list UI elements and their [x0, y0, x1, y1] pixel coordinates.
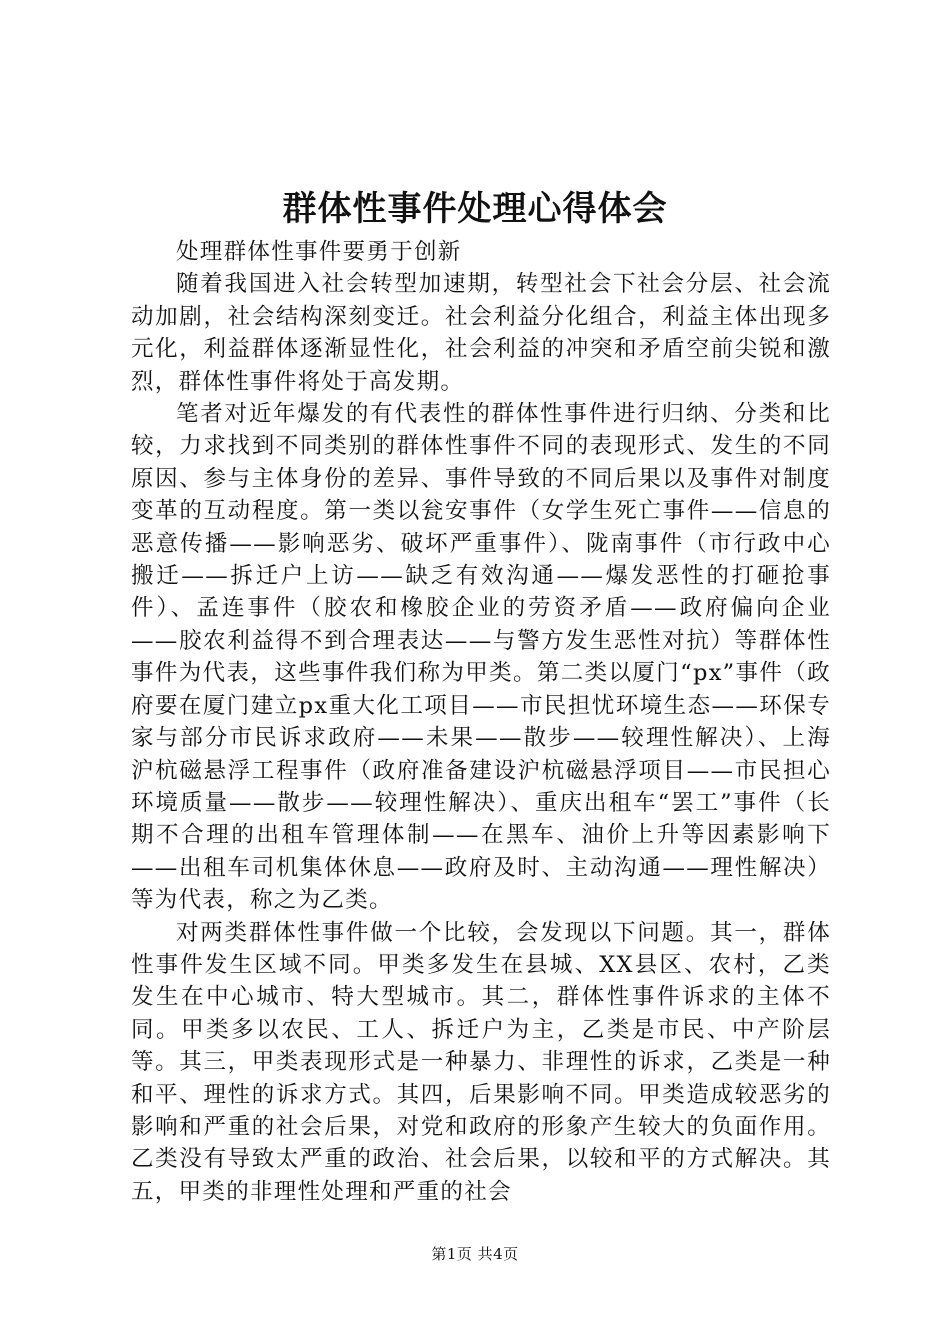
- paragraph-subtitle: 处理群体性事件要勇于创新: [176, 239, 462, 265]
- paragraph: 对两类群体性事件做一个比较，会发现以下问题。其一，群体性事件发生区域不同。甲类多发生在县城、XX县区、农村，乙类发生在中心城市、特大型城市。其二，群体性事件诉求的主体不同。甲类多以农民、工人、拆迁户为主，乙类是市民、中产阶层等。其三，甲类表现形式是一种暴力、非理性的诉求，乙类是一种和平、理性的诉求方式。其四，后果影响不同。甲类造成较恶劣的影响和严重的社会后果，对党和政府的形象产生较大的负面作用。乙类没有导致太严重的政治、社会后果，以较和平的方式解决。其五，甲类的非理性处理和严重的社会: [131, 919, 831, 1205]
- page-number: 第1页 共4页: [431, 1245, 519, 1263]
- paragraph: 随着我国进入社会转型加速期，转型社会下社会分层、社会流动加剧，社会结构深刻变迁。社会利益分化组合，利益主体出现多元化，利益群体逐渐显性化，社会利益的冲突和矛盾空前尖锐和激烈，群体性事件将处于高发期。: [131, 271, 831, 395]
- page-footer: [0, 1243, 950, 1265]
- document-title: 群体性事件处理心得体会: [282, 189, 668, 229]
- paragraph: 笔者对近年爆发的有代表性的群体性事件进行归纳、分类和比较，力求找到不同类别的群体性事件不同的表现形式、发生的不同原因、参与主体身份的差异、事件导致的不同后果以及事件对制度变革的互动程度。第一类以瓮安事件（女学生死亡事件——信息的恶意传播——影响恶劣、破坏严重事件）、陇南事件（市行政中心搬迁——拆迁户上访——缺乏有效沟通——爆发恶性的打砸抢事件）、孟连事件（胶农和橡胶企业的劳资矛盾——政府偏向企业——胶农利益得不到合理表达——与警方发生恶性对抗）等群体性事件为代表，这些事件我们称为甲类。第二类以厦门“px”事件（政府要在厦门建立px重大化工项目——市民担忧环境生态——环保专家与部分市民诉求政府——未果——散步——较理性解决）、上海沪杭磁悬浮工程事件（政府准备建设沪杭磁悬浮项目——市民担心环境质量——散步——较理性解决）、重庆出租车“罢工”事件（长期不合理的出租车管理体制——在黑车、油价上升等因素影响下——出租车司机集体休息——政府及时、主动沟通——理性解决）等为代表，称之为乙类。: [131, 401, 831, 914]
- document-body: [131, 236, 831, 1208]
